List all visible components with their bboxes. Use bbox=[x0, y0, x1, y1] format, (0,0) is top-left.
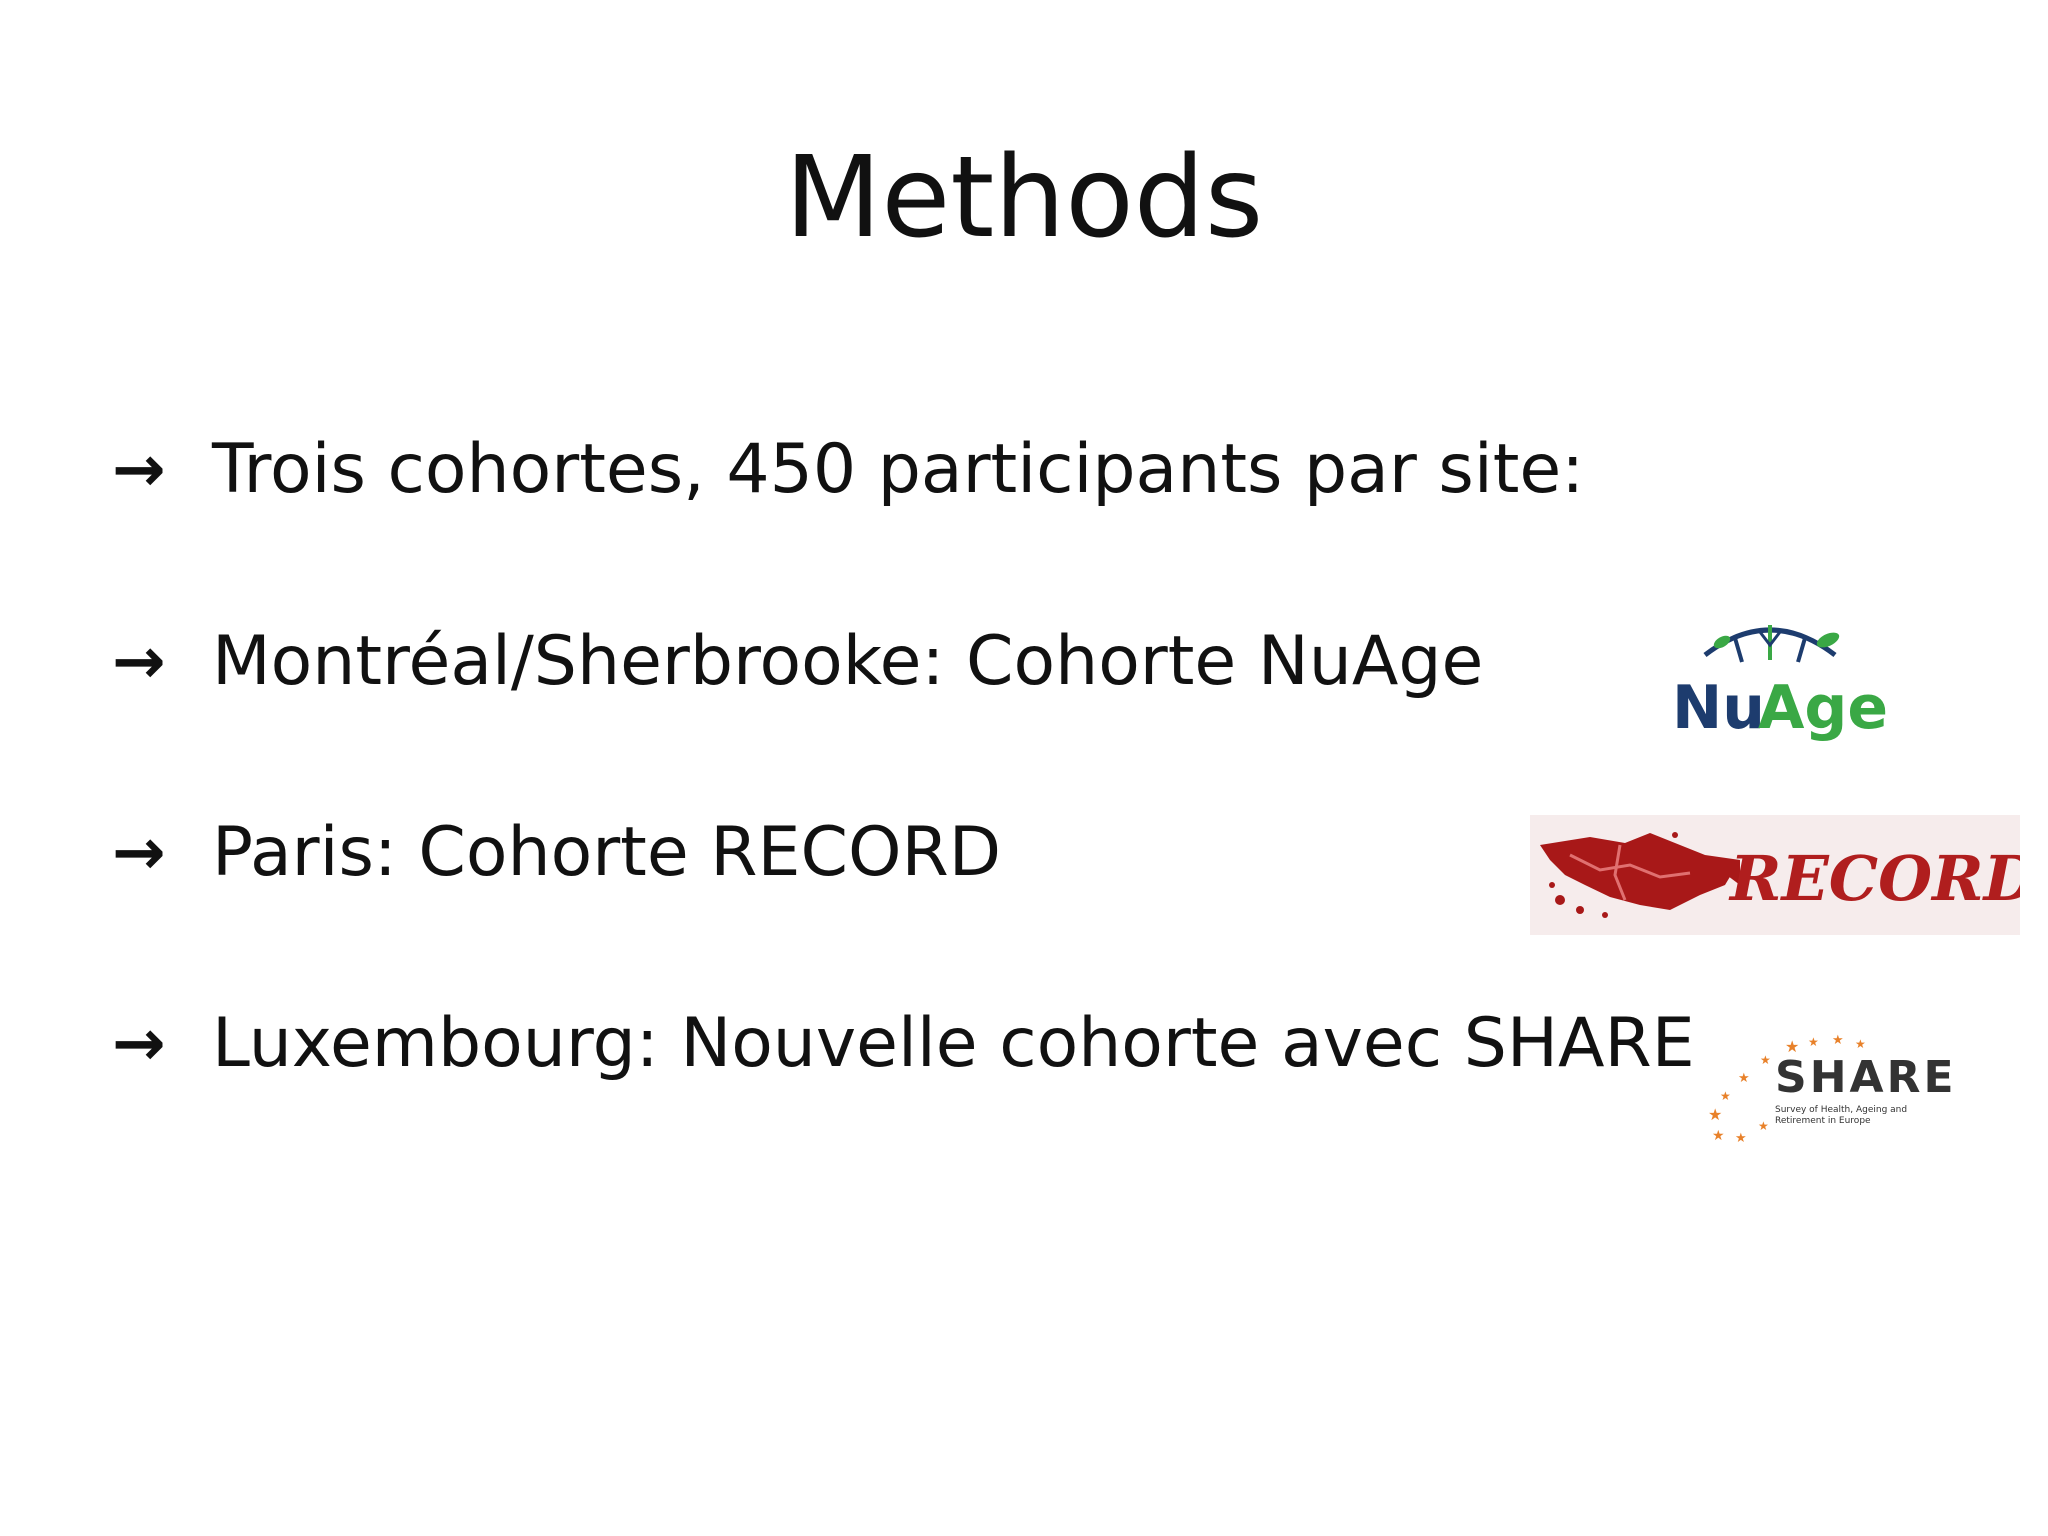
bullet-text: Montréal/Sherbrooke: Cohorte NuAge bbox=[212, 622, 1484, 701]
svg-text:★: ★ bbox=[1855, 1037, 1866, 1051]
arrow-right-icon: → bbox=[112, 1007, 166, 1081]
record-logo-text: RECORD bbox=[1730, 842, 2020, 915]
share-logo-graphic bbox=[1690, 1030, 1980, 1150]
bullet-item bbox=[112, 425, 1584, 515]
svg-text:★: ★ bbox=[1708, 1105, 1723, 1124]
share-logo-subtitle: Survey of Health, Ageing and bbox=[1775, 1105, 1908, 1115]
svg-text:★: ★ bbox=[1785, 1037, 1800, 1056]
nuage-logo-age: Age bbox=[1758, 673, 1889, 743]
arrow-right-icon: → bbox=[112, 816, 166, 890]
svg-text:★: ★ bbox=[1760, 1053, 1771, 1067]
nuage-logo bbox=[1660, 610, 1890, 750]
svg-text:★: ★ bbox=[1758, 1119, 1769, 1133]
bullet-item bbox=[112, 617, 1483, 707]
record-logo-graphic bbox=[1530, 815, 2020, 935]
arrow-right-icon: → bbox=[112, 625, 166, 699]
svg-text:★: ★ bbox=[1720, 1089, 1731, 1103]
bullet-text: Trois cohortes, 450 participants par site: bbox=[212, 430, 1585, 509]
svg-text:★: ★ bbox=[1832, 1033, 1844, 1048]
bullet-text: Paris: Cohorte RECORD bbox=[212, 813, 1002, 892]
svg-text:★: ★ bbox=[1712, 1128, 1725, 1144]
bullet-item bbox=[112, 808, 1001, 898]
svg-text:★: ★ bbox=[1735, 1131, 1747, 1146]
share-logo bbox=[1690, 1030, 1980, 1150]
svg-text:★: ★ bbox=[1738, 1071, 1750, 1086]
bullet-text: Luxembourg: Nouvelle cohorte avec SHARE bbox=[212, 1004, 1695, 1083]
nuage-logo-graphic bbox=[1660, 610, 1890, 750]
bullet-item bbox=[112, 999, 1695, 1089]
slide-title: Methods bbox=[784, 133, 1264, 263]
svg-text:★: ★ bbox=[1808, 1035, 1819, 1049]
nuage-logo-nu: Nu bbox=[1672, 673, 1765, 743]
share-logo-subtitle: Retirement in Europe bbox=[1775, 1116, 1871, 1126]
share-logo-text: SHARE bbox=[1775, 1052, 1957, 1103]
record-logo bbox=[1530, 815, 2020, 935]
arrow-right-icon: → bbox=[112, 433, 166, 507]
